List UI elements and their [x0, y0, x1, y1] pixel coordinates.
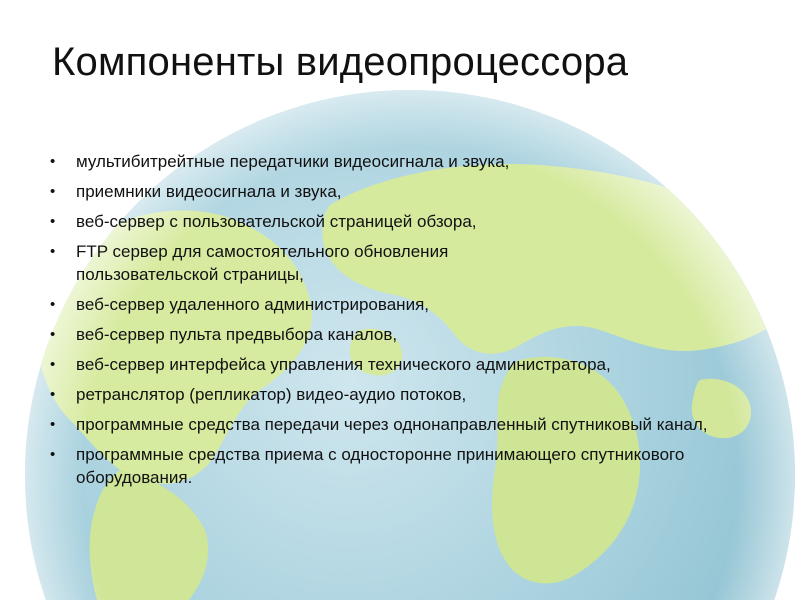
list-item	[50, 293, 750, 316]
bullet-list	[50, 150, 750, 496]
bullet-icon: •	[50, 326, 56, 343]
list-item	[50, 413, 750, 436]
bullet-text: приемники видеосигнала и звука,	[76, 182, 342, 201]
bullet-text: веб-сервер интерфейса управления технического администратора,	[76, 355, 611, 374]
bullet-icon: •	[50, 296, 56, 313]
bullet-icon: •	[50, 213, 56, 230]
list-item	[50, 240, 750, 286]
bullet-icon: •	[50, 416, 56, 433]
bullet-text: веб-сервер удаленного администрирования,	[76, 295, 429, 314]
bullet-icon: •	[50, 356, 56, 373]
bullet-icon: •	[50, 446, 56, 463]
list-item	[50, 150, 750, 173]
list-item	[50, 323, 750, 346]
list-item	[50, 383, 750, 406]
list-item	[50, 210, 750, 233]
bullet-icon: •	[50, 243, 56, 260]
bullet-text: ретранслятор (репликатор) видео-аудио потоков,	[76, 385, 467, 404]
bullet-text: программные средства передачи через однонаправленный спутниковый канал,	[76, 415, 708, 434]
list-item	[50, 443, 750, 489]
bullet-text: мультибитрейтные передатчики видеосигнала и звука,	[76, 152, 510, 171]
list-item	[50, 180, 750, 203]
bullet-icon: •	[50, 386, 56, 403]
bullet-text: веб-сервер пульта предвыбора каналов,	[76, 325, 398, 344]
list-item	[50, 353, 750, 376]
bullet-icon: •	[50, 183, 56, 200]
slide-title: Компоненты видеопроцессора	[52, 40, 629, 84]
bullet-text: веб-сервер с пользовательской страницей обзора,	[76, 212, 477, 231]
bullet-text: программные средства приема с односторонне принимающего спутникового оборудования.	[76, 445, 685, 487]
bullet-text: FTP сервер для самостоятельного обновления пользовательской страницы,	[76, 242, 449, 284]
bullet-icon: •	[50, 153, 56, 170]
